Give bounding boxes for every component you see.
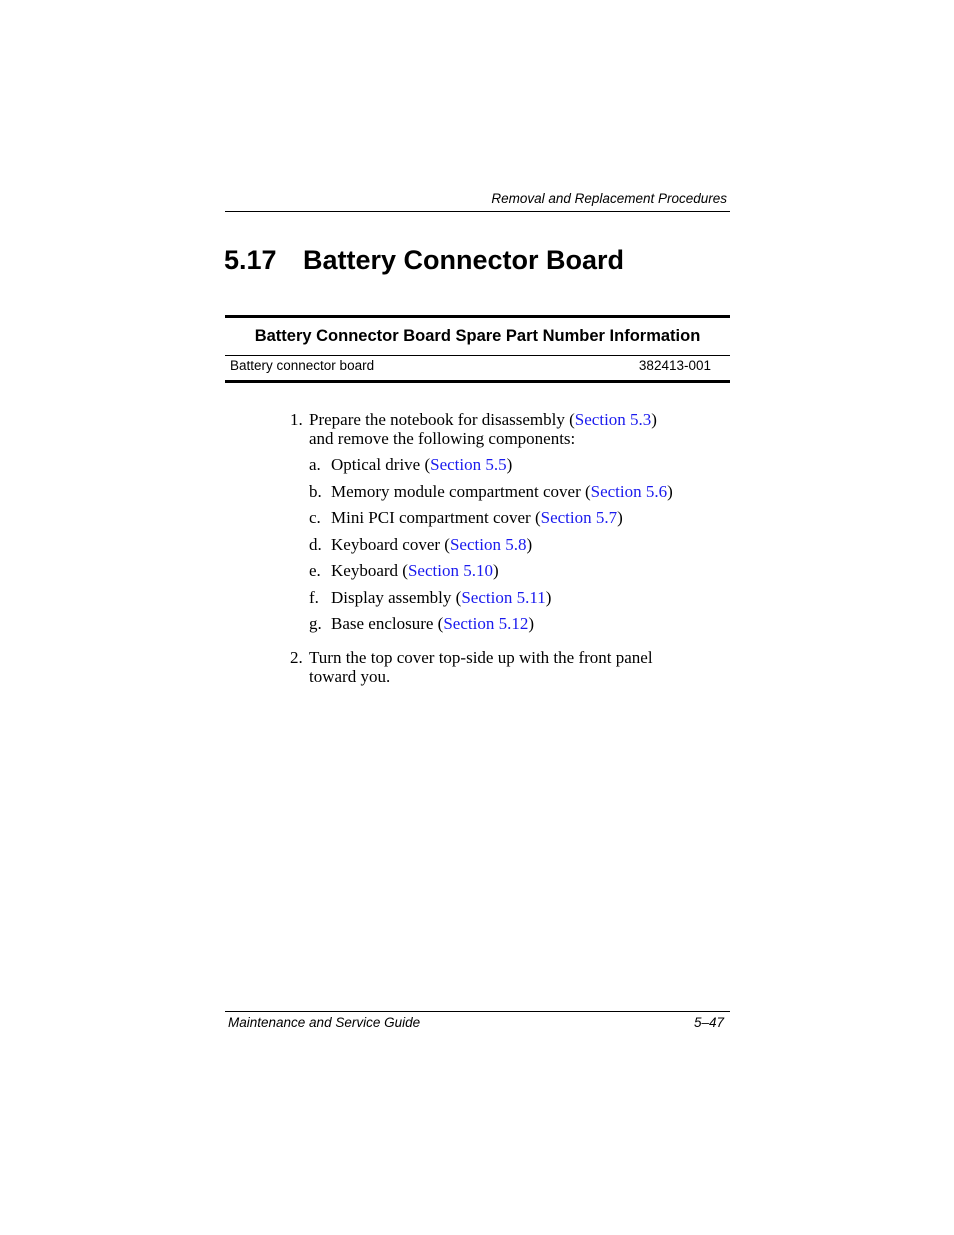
step-1-text: Prepare the notebook for disassembly ( <box>309 410 575 429</box>
list-item-close: ) <box>506 455 513 474</box>
list-item <box>309 561 690 588</box>
step-2-line-2: toward you. <box>309 666 391 686</box>
step-1-close: ) <box>651 410 657 429</box>
section-number: 5.17 <box>224 245 277 275</box>
list-marker: c. <box>309 508 321 527</box>
footer-guide-title: Maintenance and Service Guide <box>228 1015 421 1030</box>
list-item <box>309 508 690 535</box>
list-marker: d. <box>309 534 322 554</box>
component-list <box>309 455 690 641</box>
step-2 <box>290 648 690 686</box>
step-marker: 1. <box>290 410 303 429</box>
part-number: 382413-001 <box>638 358 711 373</box>
link-section-5-11[interactable]: Section 5.11 <box>461 587 546 607</box>
link-section-5-8[interactable]: Section 5.8 <box>449 534 527 554</box>
link-section-5-3[interactable]: Section 5.3 <box>574 410 652 429</box>
step-1 <box>290 410 690 648</box>
footer-page-number: 5–47 <box>693 1015 724 1030</box>
part-description: Battery connector board <box>230 358 375 373</box>
running-header: Removal and Replacement Procedures <box>491 191 727 206</box>
list-item-close: ) <box>528 614 535 633</box>
list-marker: b. <box>309 481 322 501</box>
list-item <box>309 455 690 482</box>
link-section-5-5[interactable]: Section 5.5 <box>430 455 507 474</box>
list-item <box>309 588 690 615</box>
link-section-5-10[interactable]: Section 5.10 <box>407 561 493 580</box>
spare-part-table <box>225 315 730 383</box>
list-marker: g. <box>309 614 322 633</box>
step-2-line-1: Turn the top cover top-side up with the front panel <box>309 647 653 667</box>
header-rule <box>225 211 730 212</box>
section-title-text: Battery Connector Board <box>303 245 625 275</box>
list-marker: e. <box>309 561 321 580</box>
procedure-steps <box>290 410 690 686</box>
footer-rule <box>225 1011 730 1012</box>
list-marker: a. <box>309 455 321 474</box>
list-item-close: ) <box>667 481 673 501</box>
list-item-text: Base enclosure ( <box>331 614 444 633</box>
step-1-continuation: and remove the following components: <box>309 429 576 448</box>
list-item-text: Keyboard cover ( <box>331 534 450 554</box>
list-item <box>309 535 690 562</box>
list-item-text: Display assembly ( <box>331 587 462 607</box>
list-item-text: Optical drive ( <box>331 455 431 474</box>
link-section-5-12[interactable]: Section 5.12 <box>443 614 529 633</box>
step-marker: 2. <box>290 647 303 667</box>
link-section-5-7[interactable]: Section 5.7 <box>540 508 618 527</box>
list-item-text: Mini PCI compartment cover ( <box>331 508 541 527</box>
spare-part-table-heading: Battery Connector Board Spare Part Number Information <box>225 318 730 356</box>
list-item-close: ) <box>492 561 499 580</box>
list-item-close: ) <box>526 534 533 554</box>
list-item <box>309 482 690 509</box>
section-title <box>224 240 744 280</box>
list-item-text: Keyboard ( <box>331 561 408 580</box>
list-item-text: Memory module compartment cover ( <box>331 481 591 501</box>
link-section-5-6[interactable]: Section 5.6 <box>590 481 668 501</box>
list-marker: f. <box>309 587 319 607</box>
list-item-close: ) <box>545 587 552 607</box>
list-item-close: ) <box>617 508 623 527</box>
list-item <box>309 614 690 641</box>
table-row <box>225 356 730 380</box>
